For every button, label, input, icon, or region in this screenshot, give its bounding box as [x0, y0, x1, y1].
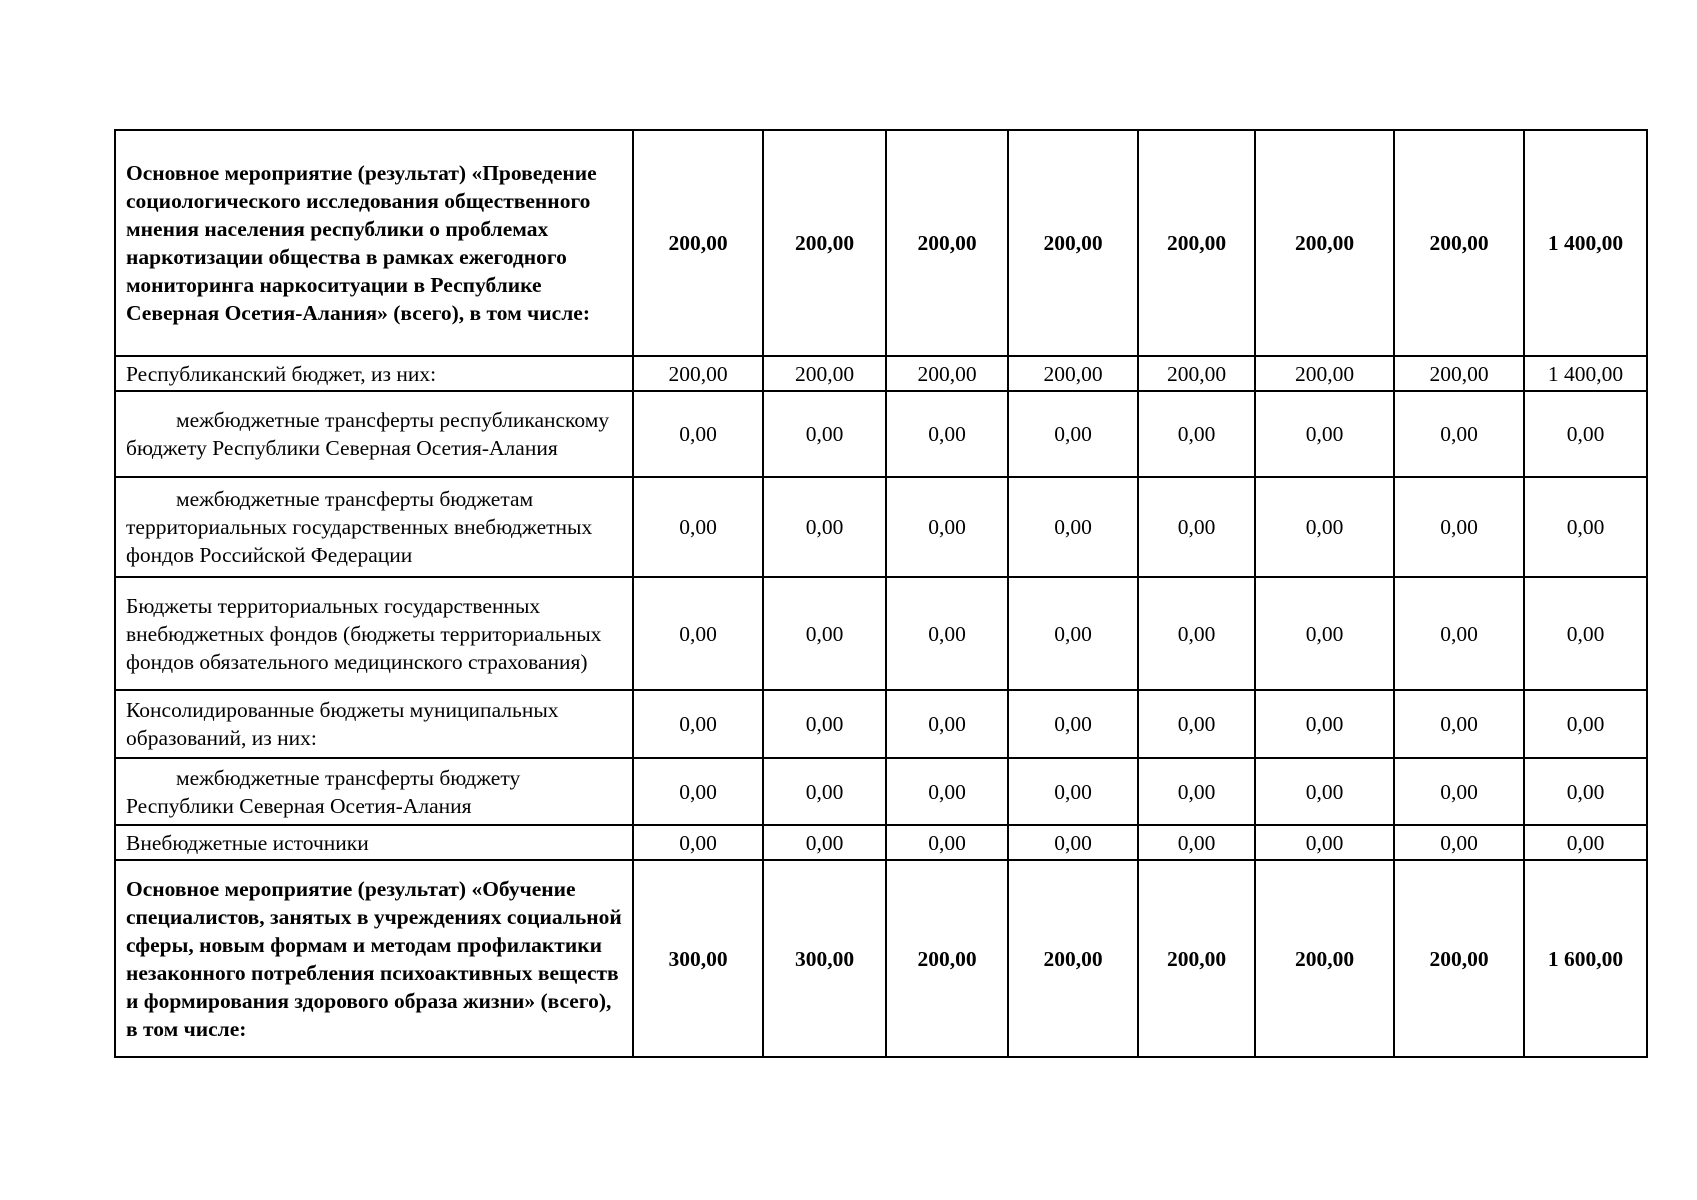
row-label: Бюджеты территориальных государственных внебюджетных фондов (бюджеты территориальных фондов обязательного медицинского страхования): [115, 577, 633, 690]
cell-value: 0,00: [763, 825, 886, 860]
cell-value: 200,00: [763, 356, 886, 391]
table-row: [115, 577, 1647, 690]
cell-total: 0,00: [1524, 758, 1647, 825]
cell-total: 0,00: [1524, 391, 1647, 477]
row-label: межбюджетные трансферты бюджету Республики Северная Осетия-Алания: [115, 758, 633, 825]
cell-value: 0,00: [1394, 391, 1524, 477]
cell-value: 0,00: [633, 577, 763, 690]
cell-value: 300,00: [633, 860, 763, 1057]
table-row: [115, 391, 1647, 477]
cell-value: 0,00: [1008, 690, 1138, 758]
cell-value: 0,00: [1255, 690, 1394, 758]
cell-value: 0,00: [1394, 577, 1524, 690]
row-label: Основное мероприятие (результат) «Обучение специалистов, занятых в учреждениях социальной сферы, новым формам и методам профилактики незаконного потребления психоактивных веществ и формирования здорового образа жизни» (всего), в том числе:: [115, 860, 633, 1057]
cell-value: 300,00: [763, 860, 886, 1057]
cell-value: 0,00: [763, 577, 886, 690]
cell-total: 1 600,00: [1524, 860, 1647, 1057]
table-row: [115, 356, 1647, 391]
cell-value: 200,00: [1008, 860, 1138, 1057]
cell-value: 0,00: [1008, 391, 1138, 477]
cell-value: 0,00: [1008, 477, 1138, 577]
cell-value: 200,00: [886, 860, 1008, 1057]
cell-value: 200,00: [1394, 130, 1524, 356]
table-row: [115, 758, 1647, 825]
cell-value: 0,00: [633, 477, 763, 577]
cell-value: 0,00: [1008, 758, 1138, 825]
cell-value: 0,00: [886, 477, 1008, 577]
cell-value: 200,00: [886, 356, 1008, 391]
table-row: [115, 130, 1647, 356]
cell-value: 0,00: [633, 825, 763, 860]
cell-value: 200,00: [1255, 860, 1394, 1057]
cell-total: 1 400,00: [1524, 130, 1647, 356]
cell-value: 0,00: [1138, 577, 1255, 690]
cell-value: 0,00: [1138, 690, 1255, 758]
cell-value: 0,00: [763, 758, 886, 825]
cell-value: 0,00: [763, 477, 886, 577]
cell-value: 200,00: [1008, 130, 1138, 356]
cell-value: 0,00: [886, 758, 1008, 825]
cell-value: 0,00: [633, 391, 763, 477]
cell-value: 0,00: [1255, 391, 1394, 477]
row-label: межбюджетные трансферты бюджетам территориальных государственных внебюджетных фондов Российской Федерации: [115, 477, 633, 577]
cell-value: 0,00: [633, 758, 763, 825]
table-row: [115, 690, 1647, 758]
cell-total: 0,00: [1524, 690, 1647, 758]
cell-value: 0,00: [1008, 825, 1138, 860]
cell-value: 0,00: [1394, 690, 1524, 758]
cell-value: 0,00: [1255, 477, 1394, 577]
cell-value: 200,00: [1008, 356, 1138, 391]
row-label: Основное мероприятие (результат) «Проведение социологического исследования общественного мнения населения республики о проблемах наркотизации общества в рамках ежегодного мониторинга наркоситуации в Республике Северная Осетия-Алания» (всего), в том числе:: [115, 130, 633, 356]
table-row: [115, 825, 1647, 860]
row-label: межбюджетные трансферты республиканскому бюджету Республики Северная Осетия-Алания: [115, 391, 633, 477]
cell-value: 200,00: [763, 130, 886, 356]
cell-value: 0,00: [1394, 825, 1524, 860]
cell-total: 0,00: [1524, 577, 1647, 690]
cell-value: 0,00: [1138, 825, 1255, 860]
cell-value: 200,00: [1255, 356, 1394, 391]
cell-value: 0,00: [1008, 577, 1138, 690]
cell-value: 0,00: [886, 577, 1008, 690]
cell-value: 200,00: [633, 130, 763, 356]
cell-value: 0,00: [1394, 477, 1524, 577]
cell-value: 0,00: [633, 690, 763, 758]
cell-value: 0,00: [886, 690, 1008, 758]
cell-value: 200,00: [633, 356, 763, 391]
table-body: [115, 130, 1647, 1057]
cell-value: 0,00: [1255, 577, 1394, 690]
cell-value: 0,00: [1255, 758, 1394, 825]
cell-value: 200,00: [886, 130, 1008, 356]
cell-value: 0,00: [1138, 391, 1255, 477]
cell-value: 0,00: [886, 391, 1008, 477]
row-label: Внебюджетные источники: [115, 825, 633, 860]
cell-value: 200,00: [1138, 860, 1255, 1057]
cell-value: 0,00: [1138, 477, 1255, 577]
row-label: Республиканский бюджет, из них:: [115, 356, 633, 391]
table-row: [115, 477, 1647, 577]
cell-value: 200,00: [1138, 356, 1255, 391]
table-row: [115, 860, 1647, 1057]
budget-table: [114, 129, 1648, 1058]
cell-total: 0,00: [1524, 825, 1647, 860]
cell-value: 0,00: [1394, 758, 1524, 825]
cell-value: 200,00: [1138, 130, 1255, 356]
cell-value: 0,00: [1138, 758, 1255, 825]
row-label: Консолидированные бюджеты муниципальных образований, из них:: [115, 690, 633, 758]
cell-value: 200,00: [1255, 130, 1394, 356]
cell-value: 0,00: [763, 690, 886, 758]
cell-total: 0,00: [1524, 477, 1647, 577]
cell-value: 0,00: [1255, 825, 1394, 860]
cell-value: 0,00: [886, 825, 1008, 860]
cell-value: 200,00: [1394, 356, 1524, 391]
cell-total: 1 400,00: [1524, 356, 1647, 391]
cell-value: 200,00: [1394, 860, 1524, 1057]
cell-value: 0,00: [763, 391, 886, 477]
